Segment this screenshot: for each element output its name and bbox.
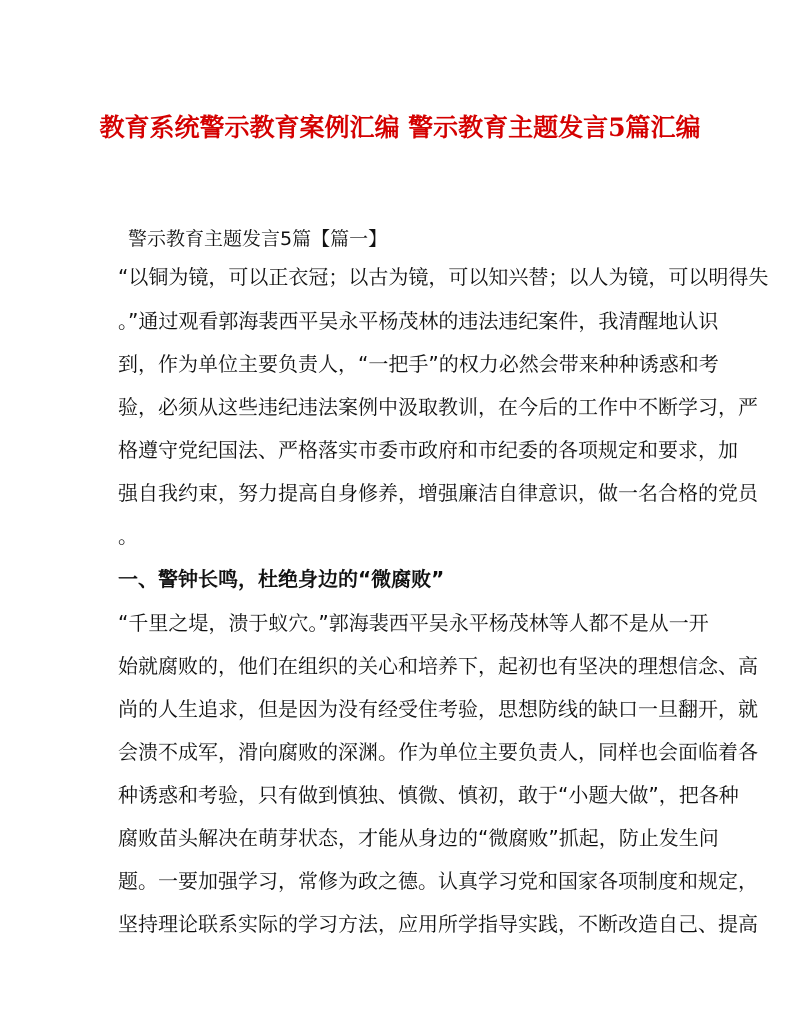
body-line: 。”通过观看郭海裴西平吴永平杨茂林的违法违纪案件，我清醒地认识 <box>118 309 719 333</box>
body-line: 强自我约束，努力提高自身修养，增强廉洁自律意识，做一名合格的党员 <box>118 481 758 505</box>
body-line: 会溃不成军，滑向腐败的深渊。作为单位主要负责人，同样也会面临着各 <box>118 740 758 764</box>
body-line: “千里之堤，溃于蚁穴。”郭海裴西平吴永平杨茂林等人都不是从一开 <box>118 611 709 635</box>
body-line: 始就腐败的，他们在组织的关心和培养下，起初也有坚决的理想信念、高 <box>118 654 758 678</box>
document-title: 教育系统警示教育案例汇编 警示教育主题发言5篇汇编 <box>99 113 701 142</box>
body-line: 格遵守党纪国法、严格落实市委市政府和市纪委的各项规定和要求，加 <box>118 438 738 462</box>
body-line: “以铜为镜，可以正衣冠；以古为镜，可以知兴替；以人为镜，可以明得失 <box>118 265 769 289</box>
body-line: 到，作为单位主要负责人，“一把手”的权力必然会带来种种诱惑和考 <box>118 352 719 376</box>
body-line: 题。一要加强学习，常修为政之德。认真学习党和国家各项制度和规定， <box>118 869 758 893</box>
body-line: 尚的人生追求，但是因为没有经受住考验，思想防线的缺口一旦翻开，就 <box>118 697 758 721</box>
body-line: 坚持理论联系实际的学习方法，应用所学指导实践，不断改造自己、提高 <box>118 912 758 936</box>
section-heading: 一、警钟长鸣，杜绝身边的“微腐败” <box>118 567 445 591</box>
body-line: 验，必须从这些违纪违法案例中汲取教训，在今后的工作中不断学习，严 <box>118 395 758 419</box>
body-line: 腐败苗头解决在萌芽状态，才能从身边的“微腐败”抓起，防止发生问 <box>118 826 719 850</box>
body-line: 种诱惑和考验，只有做到慎独、慎微、慎初，敢于“小题大做”，把各种 <box>118 783 739 807</box>
section-subheading: 警示教育主题发言5篇【篇一】 <box>128 228 388 250</box>
body-line: 。 <box>118 524 138 548</box>
